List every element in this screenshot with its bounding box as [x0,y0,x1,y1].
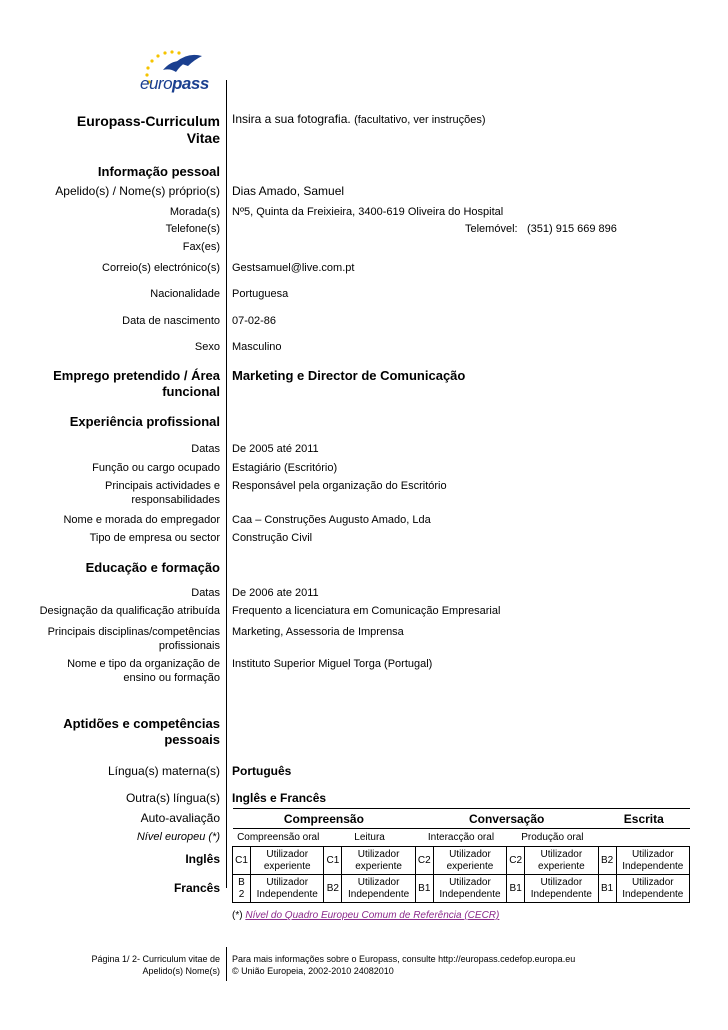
level-desc: Utilizador experiente [525,847,598,875]
level-desc: Utilizador Independente [251,875,324,903]
exp-sector-label: Tipo de empresa ou sector [89,532,220,544]
table-row [233,847,690,875]
edu-org-label: Nome e tipo da organização de ensino ou formação [67,658,220,684]
edu-dates-label: Datas [191,587,220,599]
exp-employer-value: Caa – Construções Augusto Amado, Lda [232,514,431,526]
sub-listening: Compreensão oral [237,831,320,843]
footer-info-2: © União Europeia, 2002-2010 24082010 [232,966,394,976]
footer-info-1: Para mais informações sobre o Europass, consulte http://europass.cedefop.europa.eu [232,954,576,964]
column-divider [226,80,227,888]
level-desc: Utilizador Independente [616,875,689,903]
language-table [232,808,690,903]
wordmark-euro: euro [140,74,173,93]
level-desc: Utilizador experiente [433,847,506,875]
address-label: Morada(s) [169,206,220,218]
edu-subjects-value: Marketing, Assessoria de Imprensa [232,626,404,638]
sub-production: Produção oral [521,831,584,843]
level-code: B1 [415,875,433,903]
level-code: B 2 [233,875,251,903]
exp-employer-label: Nome e morada do empregador [63,514,220,526]
sex-value: Masculino [232,341,282,353]
other-languages-label: Outra(s) língua(s) [125,791,220,805]
level-code: C2 [507,847,525,875]
edu-dates-value: De 2006 ate 2011 [232,587,319,599]
col-conversation: Conversação [415,809,598,829]
exp-activities-value: Responsável pela organização do Escritório [232,480,447,492]
other-languages-value: Inglês e Francês [232,791,327,805]
birth-value: 07-02-86 [232,315,277,327]
level-code: B1 [598,875,616,903]
photo-note: (facultativo, ver instruções) [354,114,486,126]
footer-page-info: Página 1/ 2- Curriculum vitae de Apelido(s) Nome(s) [91,954,220,976]
email-value: Gestsamuel@live.com.pt [232,262,355,274]
mother-tongue-label: Língua(s) materna(s) [107,764,220,778]
cefr-link[interactable]: Nível do Quadro Europeu Comum de Referência (CECR) [245,910,500,921]
wordmark-pass: pass [172,74,209,93]
fax-label: Fax(es) [182,241,220,253]
language-table-subheader [233,829,690,847]
european-level-label: Nível europeu (*) [136,831,220,843]
personal-info-heading: Informação pessoal [97,164,220,179]
edu-qual-value: Frequento a licenciatura em Comunicação Empresarial [232,605,501,617]
english-label: Inglês [185,852,220,866]
desired-employment-value: Marketing e Director de Comunicação [232,368,466,383]
exp-dates-value: De 2005 até 2011 [232,443,319,455]
col-comprehension: Compreensão [233,809,416,829]
french-label: Francês [173,881,220,895]
exp-dates-label: Datas [191,443,220,455]
sex-label: Sexo [194,341,220,353]
europass-wordmark [140,74,209,94]
level-code: B1 [507,875,525,903]
sub-reading: Leitura [354,831,385,843]
cv-title: Europass-Curriculum Vitae [76,113,220,146]
level-desc: Utilizador Independente [433,875,506,903]
name-label: Apelido(s) / Nome(s) próprio(s) [55,184,220,198]
email-label: Correio(s) electrónico(s) [102,262,220,274]
level-code: C1 [324,847,342,875]
exp-role-value: Estagiário (Escritório) [232,462,338,474]
level-desc: Utilizador Independente [342,875,415,903]
edu-qual-label: Designação da qualificação atribuída [39,605,220,617]
mother-tongue-value: Português [232,764,292,778]
skills-heading: Aptidões e competências pessoais [63,716,220,747]
nationality-label: Nacionalidade [150,288,220,300]
level-code: C2 [415,847,433,875]
photo-label: Insira a sua fotografia. [232,112,351,126]
desired-employment-label: Emprego pretendido / Área funcional [53,368,220,399]
cefr-note-prefix: (*) [232,910,243,921]
level-desc: Utilizador Independente [525,875,598,903]
address-value: Nº5, Quinta da Freixieira, 3400-619 Oliveira do Hospital [232,206,504,218]
level-code: B2 [324,875,342,903]
edu-org-value: Instituto Superior Miguel Torga (Portugal) [232,658,433,670]
exp-sector-value: Construção Civil [232,532,313,544]
mobile-value: (351) 915 669 896 [527,223,617,235]
name-value: Dias Amado, Samuel [232,184,345,198]
level-desc: Utilizador Independente [616,847,689,875]
sub-interaction: Interacção oral [427,831,495,843]
exp-role-label: Função ou cargo ocupado [92,462,220,474]
photo-placeholder [232,112,486,127]
cefr-note [232,910,499,921]
experience-heading: Experiência profissional [69,414,220,429]
table-row [233,875,690,903]
self-assessment-label: Auto-avaliação [140,811,220,825]
birth-label: Data de nascimento [122,315,220,327]
edu-subjects-label: Principais disciplinas/competências profissionais [47,626,220,652]
phone-label: Telefone(s) [165,223,220,235]
level-desc: Utilizador experiente [251,847,324,875]
nationality-value: Portuguesa [232,288,289,300]
language-table-header [233,809,690,829]
level-desc: Utilizador experiente [342,847,415,875]
mobile-label: Telemóvel: [465,223,518,235]
education-heading: Educação e formação [85,560,220,575]
level-code: B2 [598,847,616,875]
col-writing: Escrita [598,809,689,829]
footer-divider [226,947,227,981]
exp-activities-label: Principais actividades e responsabilidades [105,480,220,506]
level-code: C1 [233,847,251,875]
